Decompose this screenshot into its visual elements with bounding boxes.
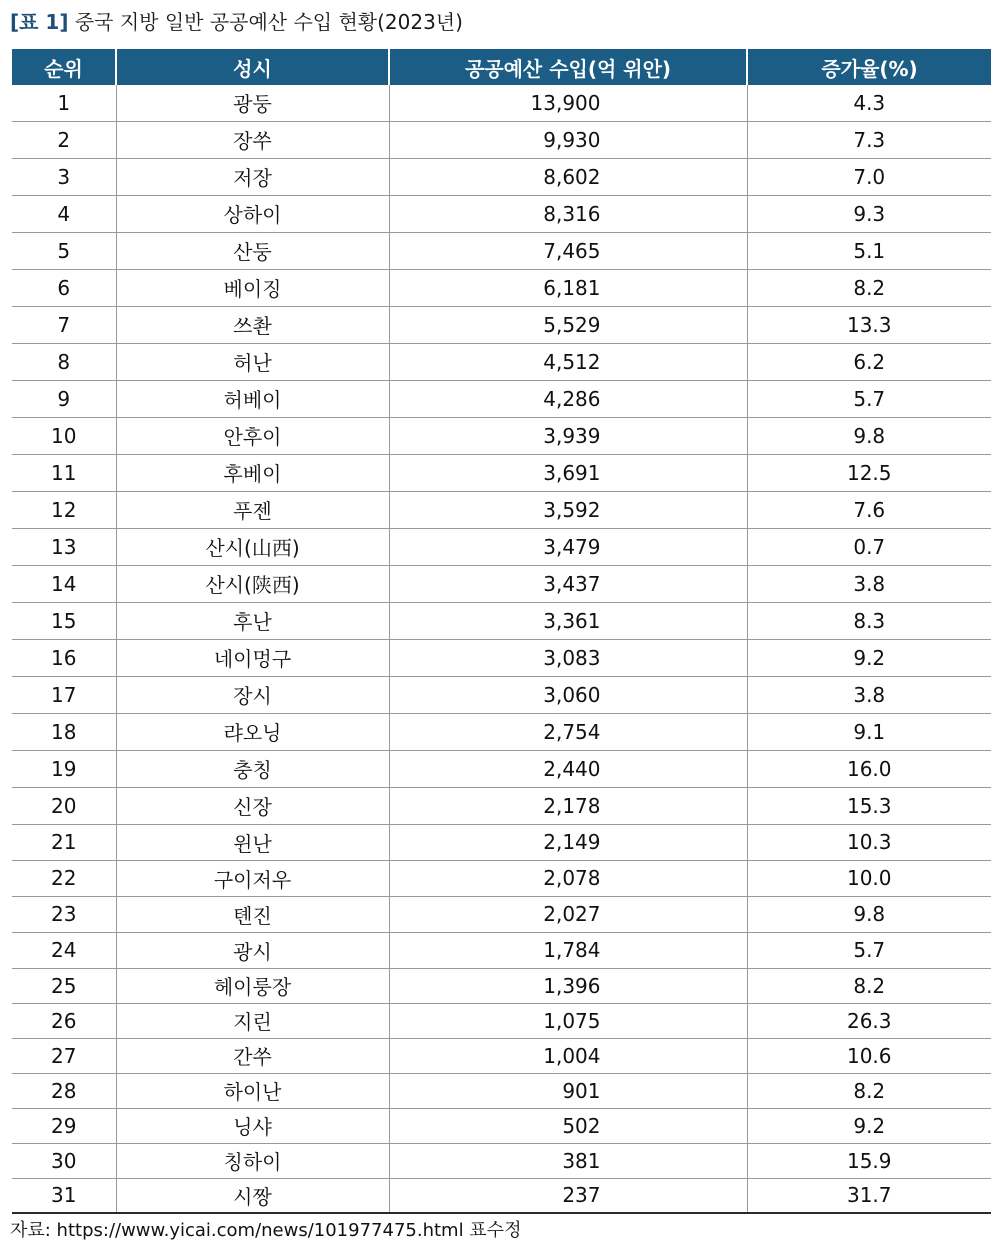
rank-cell: 31 [12,1178,116,1213]
growth-cell: 7.3 [747,121,991,158]
province-cell: 헤이룽장 [116,968,389,1003]
rank-cell: 14 [12,565,116,602]
growth-cell: 5.7 [747,932,991,968]
province-cell: 랴오닝 [116,713,389,750]
revenue-cell: 7,465 [389,232,747,269]
table-row [12,1143,991,1178]
province-cell: 광시 [116,932,389,968]
table-row [12,1178,991,1213]
province-cell: 산시(陕西) [116,565,389,602]
province-cell: 산시(山西) [116,528,389,565]
revenue-cell: 3,361 [389,602,747,639]
table-row [12,676,991,713]
province-cell: 톈진 [116,896,389,932]
growth-cell: 16.0 [747,750,991,787]
growth-cell: 10.3 [747,824,991,860]
growth-cell: 10.0 [747,860,991,896]
table-row [12,232,991,269]
header-growth: 증가율(%) [747,49,991,85]
table-row [12,528,991,565]
rank-cell: 21 [12,824,116,860]
growth-cell: 5.7 [747,380,991,417]
province-cell: 장시 [116,676,389,713]
table-row [12,454,991,491]
province-cell: 신장 [116,787,389,824]
table-row [12,269,991,306]
table-row [12,896,991,932]
revenue-cell: 3,083 [389,639,747,676]
growth-cell: 9.8 [747,896,991,932]
province-cell: 베이징 [116,269,389,306]
rank-cell: 25 [12,968,116,1003]
table-row [12,491,991,528]
table-row [12,158,991,195]
province-cell: 구이저우 [116,860,389,896]
rank-cell: 11 [12,454,116,491]
table-row [12,85,991,121]
province-cell: 쓰촨 [116,306,389,343]
growth-cell: 9.8 [747,417,991,454]
province-cell: 하이난 [116,1073,389,1108]
growth-cell: 26.3 [747,1003,991,1038]
growth-cell: 3.8 [747,565,991,602]
table-row [12,417,991,454]
revenue-cell: 1,004 [389,1038,747,1073]
table-row [12,968,991,1003]
revenue-cell: 4,512 [389,343,747,380]
revenue-cell: 3,479 [389,528,747,565]
rank-cell: 12 [12,491,116,528]
table-row [12,565,991,602]
province-cell: 장쑤 [116,121,389,158]
rank-cell: 6 [12,269,116,306]
revenue-cell: 3,691 [389,454,747,491]
province-cell: 지린 [116,1003,389,1038]
province-cell: 저장 [116,158,389,195]
province-cell: 허난 [116,343,389,380]
growth-cell: 7.0 [747,158,991,195]
growth-cell: 8.2 [747,1073,991,1108]
province-cell: 시짱 [116,1178,389,1213]
table-row [12,195,991,232]
rank-cell: 7 [12,306,116,343]
rank-cell: 18 [12,713,116,750]
growth-cell: 12.5 [747,454,991,491]
revenue-cell: 4,286 [389,380,747,417]
revenue-cell: 1,075 [389,1003,747,1038]
growth-cell: 5.1 [747,232,991,269]
revenue-cell: 1,784 [389,932,747,968]
revenue-cell: 2,754 [389,713,747,750]
province-cell: 안후이 [116,417,389,454]
revenue-cell: 8,316 [389,195,747,232]
table-caption [10,8,463,36]
province-cell: 닝샤 [116,1108,389,1143]
province-cell: 충칭 [116,750,389,787]
table-row [12,343,991,380]
revenue-cell: 9,930 [389,121,747,158]
revenue-cell: 2,078 [389,860,747,896]
rank-cell: 27 [12,1038,116,1073]
province-cell: 허베이 [116,380,389,417]
table-body [12,85,991,1213]
rank-cell: 4 [12,195,116,232]
rank-cell: 16 [12,639,116,676]
province-cell: 광둥 [116,85,389,121]
revenue-cell: 8,602 [389,158,747,195]
growth-cell: 8.3 [747,602,991,639]
revenue-cell: 6,181 [389,269,747,306]
table-row [12,1038,991,1073]
header-rank: 순위 [12,49,116,85]
growth-cell: 0.7 [747,528,991,565]
table-row [12,306,991,343]
revenue-table [12,49,991,1214]
table-title: 중국 지방 일반 공공예산 수입 현황(2023년) [74,10,463,34]
province-cell: 후난 [116,602,389,639]
revenue-cell: 13,900 [389,85,747,121]
growth-cell: 3.8 [747,676,991,713]
province-cell: 윈난 [116,824,389,860]
province-cell: 상하이 [116,195,389,232]
revenue-cell: 5,529 [389,306,747,343]
rank-cell: 26 [12,1003,116,1038]
revenue-cell: 2,027 [389,896,747,932]
growth-cell: 31.7 [747,1178,991,1213]
revenue-cell: 901 [389,1073,747,1108]
revenue-cell: 2,149 [389,824,747,860]
rank-cell: 28 [12,1073,116,1108]
revenue-cell: 237 [389,1178,747,1213]
rank-cell: 10 [12,417,116,454]
table-row [12,787,991,824]
growth-cell: 15.3 [747,787,991,824]
revenue-cell: 3,060 [389,676,747,713]
rank-cell: 23 [12,896,116,932]
province-cell: 칭하이 [116,1143,389,1178]
table-row [12,380,991,417]
revenue-cell: 2,440 [389,750,747,787]
rank-cell: 29 [12,1108,116,1143]
rank-cell: 9 [12,380,116,417]
rank-cell: 13 [12,528,116,565]
revenue-cell: 3,592 [389,491,747,528]
table-row [12,1003,991,1038]
growth-cell: 10.6 [747,1038,991,1073]
rank-cell: 19 [12,750,116,787]
revenue-cell: 1,396 [389,968,747,1003]
table-row [12,824,991,860]
revenue-cell: 381 [389,1143,747,1178]
table-header-row [12,49,991,85]
province-cell: 간쑤 [116,1038,389,1073]
table-row [12,602,991,639]
table-row [12,932,991,968]
table-number: [표 1] [10,10,69,34]
rank-cell: 1 [57,90,71,115]
growth-cell: 9.2 [747,1108,991,1143]
table-row [12,121,991,158]
growth-cell: 8.2 [747,269,991,306]
table-row [12,713,991,750]
rank-cell: 17 [12,676,116,713]
table-row [12,639,991,676]
revenue-cell: 3,437 [389,565,747,602]
growth-cell: 13.3 [747,306,991,343]
rank-cell: 24 [12,932,116,968]
table-row [12,750,991,787]
rank-cell: 3 [12,158,116,195]
province-cell: 후베이 [116,454,389,491]
rank-cell: 22 [12,860,116,896]
growth-cell: 6.2 [747,343,991,380]
table-row [12,860,991,896]
province-cell: 네이멍구 [116,639,389,676]
header-province: 성시 [116,49,389,85]
growth-cell: 4.3 [747,85,991,121]
growth-cell: 8.2 [747,968,991,1003]
growth-cell: 9.3 [747,195,991,232]
rank-cell: 2 [12,121,116,158]
table-row [12,1108,991,1143]
growth-cell: 15.9 [747,1143,991,1178]
province-cell: 산둥 [116,232,389,269]
growth-cell: 7.6 [747,491,991,528]
source-note: 자료: https://www.yicai.com/news/101977475.html 표수정 [10,1220,522,1241]
header-revenue: 공공예산 수입(억 위안) [389,49,747,85]
growth-cell: 9.1 [747,713,991,750]
province-cell: 푸젠 [116,491,389,528]
table-row [12,1073,991,1108]
rank-cell: 15 [12,602,116,639]
rank-cell: 30 [12,1143,116,1178]
revenue-cell: 3,939 [389,417,747,454]
growth-cell: 9.2 [747,639,991,676]
rank-cell: 8 [12,343,116,380]
revenue-cell: 502 [389,1108,747,1143]
revenue-cell: 2,178 [389,787,747,824]
rank-cell: 20 [12,787,116,824]
rank-cell: 5 [12,232,116,269]
